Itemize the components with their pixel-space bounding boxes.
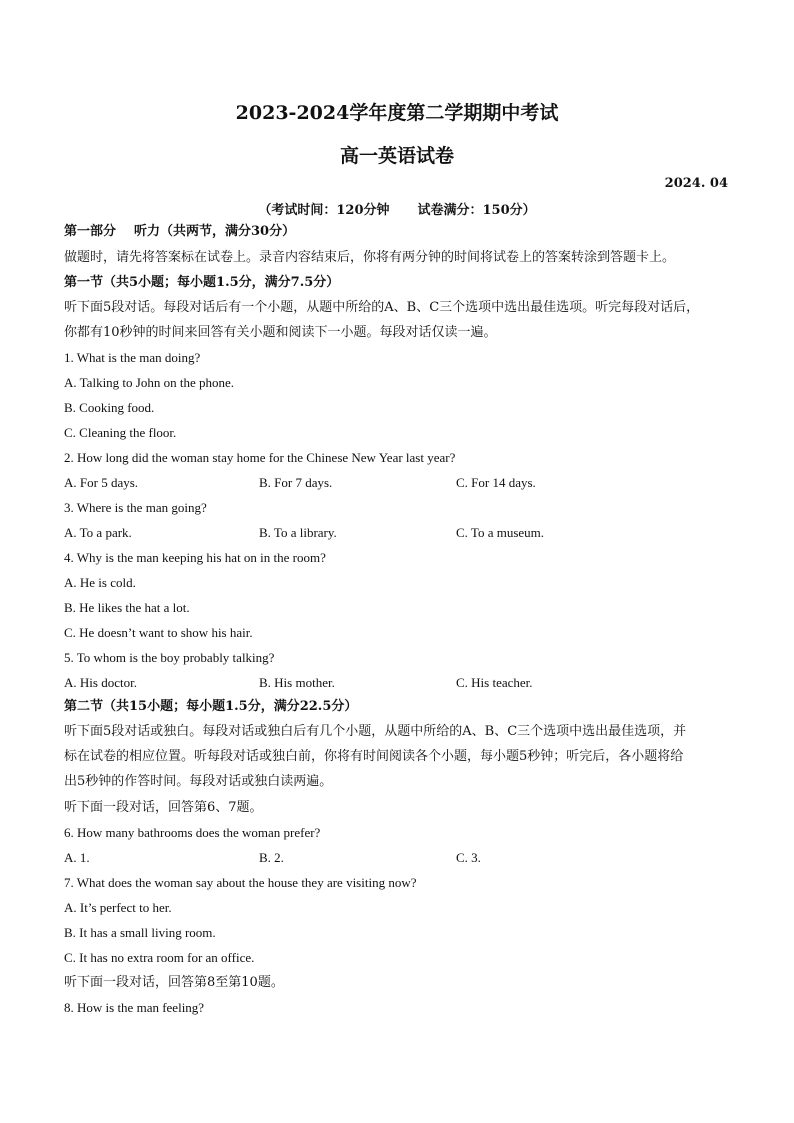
part1-title-sub: 听力（共两节，满分30分） [134,224,296,239]
part1-heading [64,223,295,241]
q4-option-c: C. He doesn’t want to show his hair. [64,625,253,640]
question-3: 3. Where is the man going? [64,500,207,515]
section2-group-1: 听下面一段对话，回答第6、7题。 [64,800,263,815]
exam-meta [0,199,794,218]
q4-option-a: A. He is cold. [64,575,136,590]
question-6: 6. How many bathrooms does the woman prefer? [64,825,321,840]
exam-date: 2024. 04 [664,176,728,191]
q3-option-c: C. To a museum. [456,525,545,540]
q6-option-a: A. 1. [64,850,90,865]
question-1: 1. What is the man doing? [64,350,201,365]
question-4: 4. Why is the man keeping his hat on in the room? [64,550,326,565]
question-2: 2. How long did the woman stay home for the Chinese New Year last year? [64,450,456,465]
q7-option-a: A. It’s perfect to her. [64,900,172,915]
q6-option-b: B. 2. [259,850,284,865]
exam-title: 2023-2024学年度第二学期期中考试 [235,102,559,124]
q3-option-b: B. To a library. [259,525,337,540]
section1-title: 第一节（共5小题；每小题1.5分，满分7.5分） [64,275,340,290]
q5-option-a: A. His doctor. [64,675,137,690]
section2-instruction-1: 听下面5段对话或独白。每段对话或独白后有几个小题，从题中所给的A、B、C三个选项中选出最佳选项，并 [64,724,687,739]
exam-subtitle: 高一英语试卷 [339,145,454,167]
part1-instruction: 做题时，请先将答案标在试卷上。录音内容结束后，你将有两分钟的时间将试卷上的答案转涂到答题卡上。 [64,250,676,265]
q3-option-a: A. To a park. [64,525,132,540]
q1-option-c: C. Cleaning the floor. [64,425,177,440]
q1-option-a: A. Talking to John on the phone. [64,375,235,390]
question-7: 7. What does the woman say about the house they are visiting now? [64,875,417,890]
part1-title: 第一部分 [64,224,117,239]
q2-option-b: B. For 7 days. [259,475,333,490]
section1-instruction-1: 听下面5段对话。每段对话后有一个小题，从题中所给的A、B、C三个选项中选出最佳选项。听完每段对话后， [64,300,700,315]
q4-option-b: B. He likes the hat a lot. [64,600,190,615]
question-5: 5. To whom is the boy probably talking? [64,650,275,665]
section2-group-2: 听下面一段对话，回答第8至第10题。 [64,975,284,990]
exam-time-info: （考试时间：120分钟 [258,203,390,218]
q5-option-b: B. His mother. [259,675,335,690]
q2-option-c: C. For 14 days. [456,475,536,490]
q7-option-c: C. It has no extra room for an office. [64,950,255,965]
question-8: 8. How is the man feeling? [64,1000,205,1015]
section2-instruction-3: 出5秒钟的作答时间。每段对话或独白读两遍。 [64,774,333,789]
q7-option-b: B. It has a small living room. [64,925,216,940]
q1-option-b: B. Cooking food. [64,400,155,415]
q2-option-a: A. For 5 days. [64,475,139,490]
section2-title: 第二节（共15小题；每小题1.5分，满分22.5分） [64,699,358,714]
exam-score-info: 试卷满分：150分） [417,203,536,218]
section1-instruction-2: 你都有10秒钟的时间来回答有关小题和阅读下一小题。每段对话仅读一遍。 [64,325,497,340]
section2-instruction-2: 标在试卷的相应位置。听每段对话或独白前，你将有时间阅读各个小题，每小题5秒钟；听完后，各小题将给 [64,749,684,764]
q5-option-c: C. His teacher. [456,675,533,690]
q6-option-c: C. 3. [456,850,481,865]
